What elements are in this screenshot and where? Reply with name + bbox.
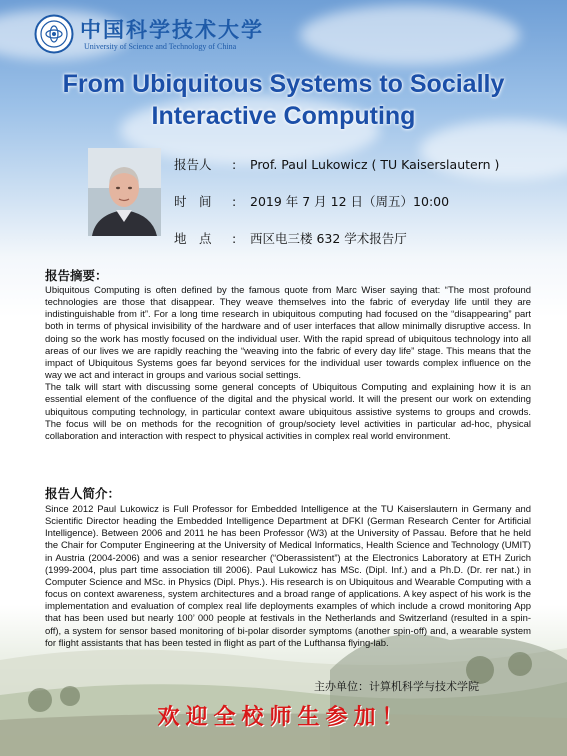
lecture-title: [20, 68, 547, 132]
bio-body: [45, 504, 531, 650]
abstract-body: [45, 285, 531, 443]
colon: :: [232, 157, 237, 172]
cloud: [300, 5, 520, 65]
place-value: 西区电三楼 632 学术报告厅: [250, 231, 407, 246]
abstract-paragraph-2: The talk will start with discussing some general concepts of Ubiquitous Computing and explaining how it is an essential element of the confluence of the digital and the physical world. It will the present our work on extending ubiquitous computing technology, in particular context aware ubiquitous assistive systems to groups and crowds. The focus will be on methods for the recognition of group/society level activities in particular ad-hoc, physical collaboration and interaction with respect to physical activities in complex real world environment.: [45, 382, 531, 442]
time-line: [174, 192, 449, 210]
speaker-value: Prof. Paul Lukowicz ( TU Kaiserslautern ): [250, 157, 500, 172]
ustc-seal-icon: [34, 14, 74, 54]
abstract-paragraph-1: Ubiquitous Computing is often defined by the famous quote from Marc Wiser saying that: “The most profound technologies are those that disappear. They weave themselves into the fabric of everyday life until they are indistinguishable from it”. For a long time research in ubiquitous computing had focused on the “disappearing” part both in terms of physical invisibility of the hardware and of user interfaces that allow minimally disruptive access. In doing so the work has mostly focused on the individual user. With the rapid spread of ubiquitous technology into all areas of our lives we are rapidly reaching the “weaving into the fabric of every day life” stage. This means that the impact of Ubiquitous Systems goes far beyond services for the individual user towards complex influence on the way we act and interact in groups and various social settings.: [45, 285, 531, 382]
colon: :: [232, 231, 237, 246]
host-organizer: 主办单位：计算机科学与技术学院: [314, 680, 479, 693]
school-name-chinese: 中国科学技术大学: [80, 17, 264, 42]
bio-paragraph: Since 2012 Paul Lukowicz is Full Professor for Embedded Intelligence at the TU Kaiserslautern in Germany and Scientific Director heading the Embedded Intelligence Department at DFKI (German Research Center for Artificial Intelligence). Between 2006 and 2011 he has been Professor (W3) at the University of Passau. Before that he held the Chair for Computer Engineering at the University of Medical Informatics, Health Science and Technology (UMIT) in Austria (2004-2006) and was a senior researcher (“Oberassistent”) at the Electronics Laboratory at ETH Zurich (1999-2004, plus part time association till 2006). Paul Lukowicz has MSc. (Dipl. Inf.) and a Ph.D. (Dr. rer nat.) in Computer Science and MSc. in Physics (Dipl. Phys.). His research is on Ubiquitous and Wearable Computing with a focus on context awareness, system architectures and a broad range of applications. A key aspect of his work is the implementation and evaluation of complex real life deployments examples of which include a crowd monitoring App that has been used but nearly 100’ 000 people at festivals in the Netherlands and Switzerland (resulted in a spin-off), a system for sensor based monitoring of bi-polar disorder symptoms (another spin-off) and, a wearable system for flight assistants that has been tested in flight as part of the Lufthansa flying-lab.: [45, 504, 531, 649]
title-line-1: From Ubiquitous Systems to Socially: [62, 70, 505, 98]
time-value: 2019 年 7 月 12 日（周五）10:00: [250, 194, 450, 209]
speaker-label: 报告人: [174, 157, 212, 172]
place-line: [174, 229, 407, 247]
time-label: 时 间: [174, 194, 212, 209]
place-label: 地 点: [174, 231, 212, 246]
title-line-2: Interactive Computing: [151, 102, 416, 130]
bio-heading: 报告人简介：: [45, 486, 121, 501]
welcome-banner: 欢迎全校师生参加！: [157, 704, 410, 730]
speaker-portrait: [88, 148, 161, 236]
abstract-heading: 报告摘要：: [45, 268, 108, 283]
colon: :: [232, 194, 237, 209]
speaker-line: [174, 155, 499, 173]
school-name-english: University of Science and Technology of China: [84, 42, 237, 51]
